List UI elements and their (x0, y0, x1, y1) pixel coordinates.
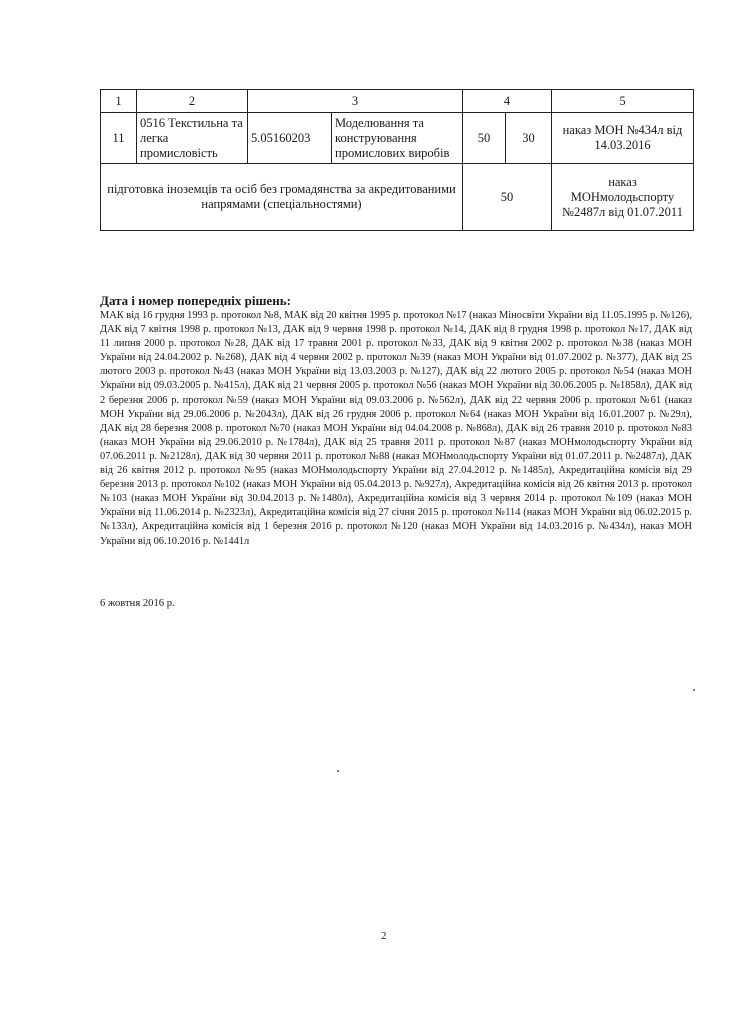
row-number: 11 (101, 113, 137, 164)
specialty-name: Моделювання та конструювання промислових виробів (332, 113, 463, 164)
header-col-3: 3 (248, 90, 463, 113)
foreigners-order-reference: наказ МОНмолодьспорту №2487л від 01.07.2011 (552, 164, 694, 231)
accreditation-table (100, 89, 694, 231)
field-of-study: 0516 Текстильна та легка промисловість (137, 113, 248, 164)
foreigners-training-description: підготовка іноземців та осіб без громадянства за акредитованими напрямами (спеціальностями) (101, 164, 463, 231)
specialty-code: 5.05160203 (248, 113, 332, 164)
previous-decisions-text: МАК від 16 грудня 1993 р. протокол №8, МАК від 20 квітня 1995 р. протокол №17 (наказ Міносвіти України від 11.05.1995 р. №126), ДАК від 7 квітня 1998 р. протокол №13, ДАК від 9 червня 1998 р. протокол №14, ДАК від 8 грудня 1998 р. протокол №17, ДАК від 11 липня 2000 р. протокол №28, ДАК від 17 травня 2001 р. протокол №33, ДАК від 9 квітня 2002 р. протокол №38 (наказ МОН України від 24.04.2002 р. №268), ДАК від 4 червня 2002 р. протокол №39 (наказ МОН України від 01.07.2002 р. №377), ДАК від 25 лютого 2003 р. протокол №43 (наказ МОН України від 13.03.2003 р. №127), ДАК від 22 лютого 2005 р. протокол №54 (наказ МОН України від 09.03.2005 р. №415л), ДАК від 21 червня 2005 р. протокол №56 (наказ МОН України від 30.06.2005 р. №1858л), ДАК від 2 березня 2006 р. протокол №59 (наказ МОН України від 09.03.2006 р. №562л), ДАК від 22 червня 2006 р. протокол №61 (наказ МОН України від 29.06.2006 р. №2043л), ДАК від 26 грудня 2006 р. протокол №64 (наказ МОН України від 16.01.2007 р. №29л), ДАК від 28 березня 2008 р. протокол №70 (наказ МОН України від 04.04.2008 р. №868л), ДАК від 26 травня 2010 р. протокол №83 (наказ МОН України від 29.06.2010 р. №1784л), ДАК від 25 травня 2011 р. протокол №87 (наказ МОНмолодьспорту України від 07.06.2011 р. №2128л), ДАК від 30 червня 2011 р. протокол №88 (наказ МОНмолодьспорту України від 01.07.2011 р. №2487л), ДАК від 26 квітня 2012 р. протокол №95 (наказ МОНмолодьспорту України від 27.04.2012 р. №1485л), Акредитаційна комісія від 29 березня 2013 р. протокол №102 (наказ МОН України від 05.04.2013 р. №927л), Акредитаційна комісія від 26 квітня 2013 р. протокол №103 (наказ МОН України від 30.04.2013 р. №1480л), Акредитаційна комісія від 3 червня 2014 р. протокол №109 (наказ МОН України від 11.06.2014 р. №2323л), Акредитаційна комісія від 27 січня 2015 р. протокол №114 (наказ МОН України від 06.02.2015 р. №133л), Акредитаційна комісія від 1 березня 2016 р. протокол №120 (наказ МОН України від 14.03.2016 р. №434л), наказ МОН України від 06.10.2016 р. №1441л (100, 310, 692, 547)
header-col-1: 1 (101, 90, 137, 113)
header-col-4: 4 (463, 90, 552, 113)
scan-speck (693, 689, 695, 691)
table-header-row (101, 90, 694, 113)
table-row (101, 113, 694, 164)
header-col-2: 2 (137, 90, 248, 113)
page-number: 2 (381, 930, 387, 942)
license-volume-2: 30 (506, 113, 552, 164)
header-col-5: 5 (552, 90, 694, 113)
foreigners-volume: 50 (463, 164, 552, 231)
document-date: 6 жовтня 2016 р. (100, 598, 175, 609)
scan-speck (337, 770, 339, 772)
order-reference: наказ МОН №434л від 14.03.2016 (552, 113, 694, 164)
license-volume-1: 50 (463, 113, 506, 164)
table-row (101, 164, 694, 231)
previous-decisions-title: Дата і номер попередніх рішень: (100, 293, 291, 308)
